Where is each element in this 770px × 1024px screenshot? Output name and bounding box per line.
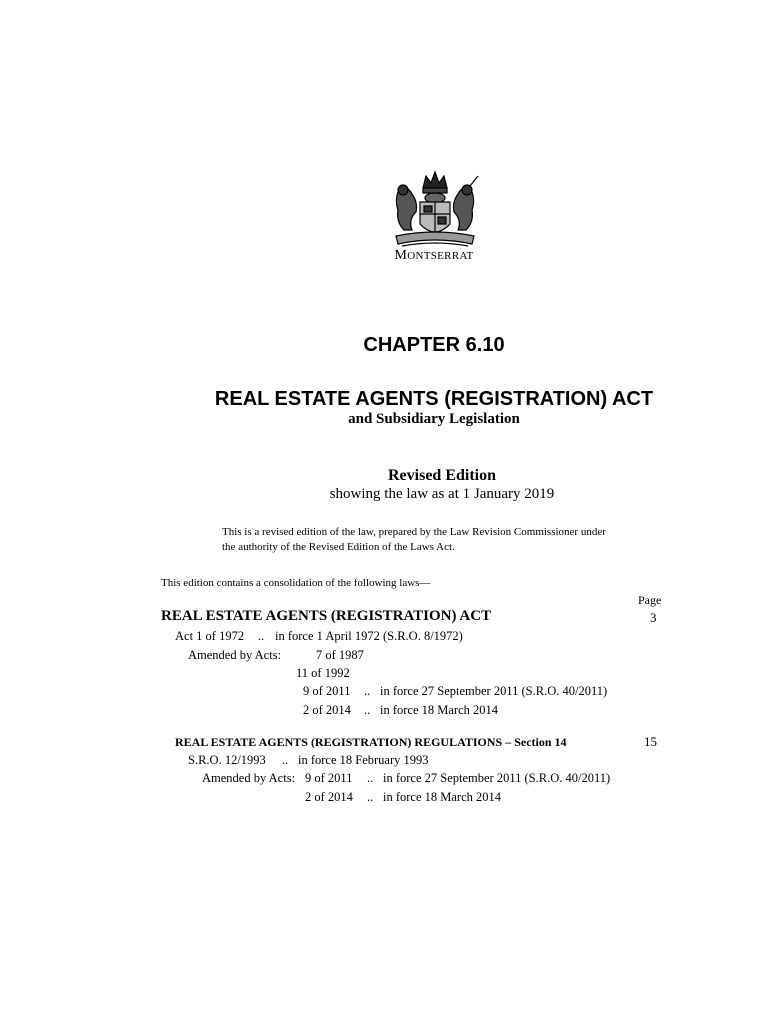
- regulations-sro-in-force: in force 18 February 1993: [298, 753, 429, 767]
- act-amended-label: Amended by Acts:: [188, 648, 282, 662]
- country-name: [0, 248, 770, 264]
- regulations-amendment-in-force: in force 18 March 2014: [383, 790, 502, 804]
- act-in-force: in force 1 April 1972 (S.R.O. 8/1972): [275, 629, 463, 643]
- act-entry-page: 3: [650, 610, 657, 625]
- act-amendment-dots: ..: [364, 684, 371, 698]
- revised-edition-heading: Revised Edition: [387, 467, 496, 484]
- regulations-amendment-ref: 2 of 2014: [305, 790, 353, 804]
- law-as-at-date: showing the law as at 1 January 2019: [329, 486, 555, 502]
- chapter-heading: CHAPTER 6.10: [363, 334, 505, 356]
- revision-note: [222, 525, 606, 555]
- act-amendment-ref: 9 of 2011: [303, 684, 351, 698]
- regulations-amendment-ref: 9 of 2011: [305, 771, 353, 785]
- regulations-amendment-in-force: in force 27 September 2011 (S.R.O. 40/2011): [383, 771, 611, 785]
- coat-of-arms-emblem: [386, 168, 484, 250]
- consolidation-intro: This edition contains a consolidation of the following laws—: [161, 577, 431, 589]
- regulations-entry-page: 15: [644, 734, 657, 749]
- subsidiary-legislation-subtitle: and Subsidiary Legislation: [348, 411, 520, 427]
- regulations-amendment-dots: ..: [367, 771, 374, 785]
- page-column-header: Page: [638, 593, 662, 607]
- act-reference: Act 1 of 1972: [175, 629, 245, 643]
- revision-note-line-2: the authority of the Revised Edition of the Laws Act.: [222, 541, 455, 553]
- regulations-amendment-dots: ..: [367, 790, 374, 804]
- country-initial: M: [394, 248, 408, 263]
- country-rest: ONTSERRAT: [407, 250, 474, 262]
- act-amendment-ref: 7 of 1987: [316, 648, 364, 662]
- regulations-sro-reference: S.R.O. 12/1993: [188, 753, 266, 767]
- regulations-amended-label: Amended by Acts:: [202, 771, 296, 785]
- act-dots: ..: [258, 629, 265, 643]
- act-amendment-ref: 2 of 2014: [303, 703, 351, 717]
- act-amendment-dots: ..: [364, 703, 371, 717]
- act-amendment-in-force: in force 18 March 2014: [380, 703, 499, 717]
- act-title: REAL ESTATE AGENTS (REGISTRATION) ACT: [214, 388, 654, 410]
- regulations-entry-title: REAL ESTATE AGENTS (REGISTRATION) REGULATIONS – Section 14: [175, 735, 567, 749]
- revision-note-line-1: This is a revised edition of the law, prepared by the Law Revision Commissioner under: [222, 526, 606, 538]
- act-amendment-in-force: in force 27 September 2011 (S.R.O. 40/2011): [380, 684, 608, 698]
- act-amendment-ref: 11 of 1992: [296, 666, 350, 680]
- regulations-sro-dots: ..: [282, 753, 289, 767]
- act-entry-title: REAL ESTATE AGENTS (REGISTRATION) ACT: [161, 608, 492, 624]
